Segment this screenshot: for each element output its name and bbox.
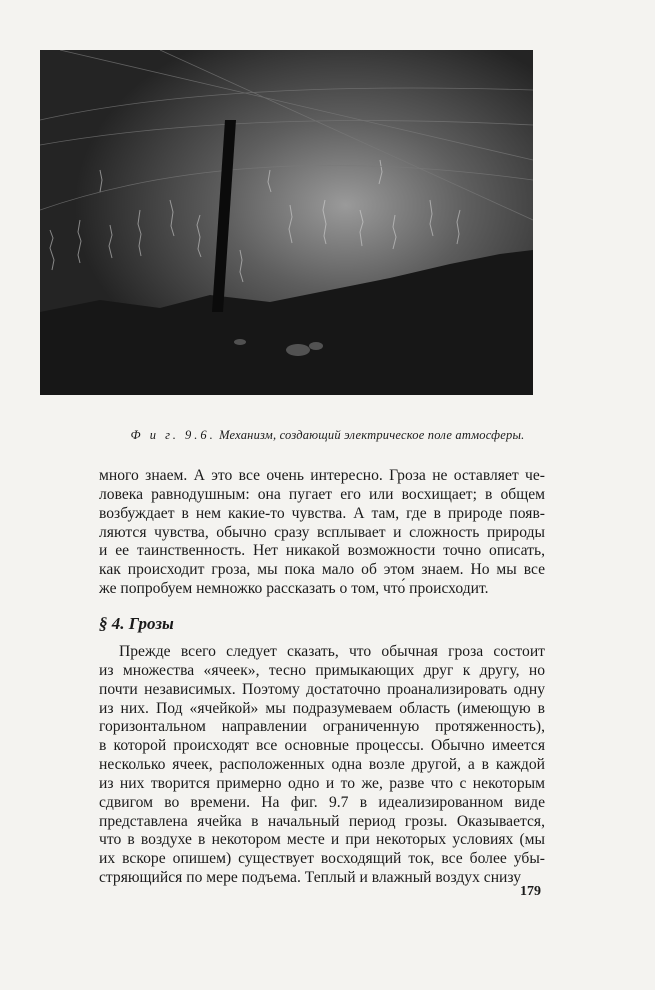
text-line: горизонтальном направлении ограниченную протяженность), <box>99 718 545 736</box>
text-line: много знаем. А это все очень интересно. Гроза не оставляет че- <box>99 467 545 484</box>
text-line: возбуждает в нем какие-то чувства. А там, где в природе появ- <box>99 504 545 522</box>
text-line: из них творится примерно одно и то же, разве что с некоторым <box>99 774 545 792</box>
text-line: почти независимых. Поэтому достаточно проанализировать одну <box>99 680 545 698</box>
figure-photo <box>40 50 533 395</box>
text-line: представлена ячейка в начальный период грозы. Оказывается, <box>99 812 545 830</box>
section-heading: § 4. Грозы <box>99 614 174 633</box>
text-line: из них. Под «ячейкой» мы подразумеваем область (имеющую в <box>99 699 545 717</box>
text-line: и ее таинственность. Нет никакой возможности точно описать, <box>99 542 545 560</box>
text-line: Прежде всего следует сказать, что обычная гроза состоит <box>119 643 545 660</box>
text-line: их вскоре опишем) существует восходящий ток, все более убы- <box>99 850 545 868</box>
text-line: в которой происходят все основные процессы. Обычно имеется <box>99 737 545 755</box>
text-line: из множества «ячеек», тесно примыкающих друг к другу, но <box>99 661 545 679</box>
figure-caption-label: Ф и г. 9.6. <box>130 428 216 442</box>
text-line: сдвигом во времени. На фиг. 9.7 в идеализированном виде <box>99 793 545 811</box>
figure-caption-text: Механизм, создающий электрическое поле атмосферы. <box>219 428 525 442</box>
text-line: же попробуем немножко рассказать о том, что́ происходит. <box>99 580 489 598</box>
page-number: 179 <box>520 884 541 899</box>
text-line: как происходит гроза, мы пока мало об этом знаем. Но мы все <box>99 561 545 579</box>
text-line: стряющийся по мере подъема. Теплый и влажный воздух снизу <box>99 869 522 887</box>
text-line: ловека равнодушным: она пугает его или восхищает; в общем <box>99 485 545 503</box>
text-line: что в воздухе в некотором месте и при некоторых условиях (мы <box>99 831 545 849</box>
text-line: несколько ячеек, расположенных одна возле другой, а в каждой <box>99 756 545 774</box>
figure-caption <box>0 428 655 443</box>
paragraph-section <box>99 643 545 888</box>
text-line: ляются чувства, обычно сразу всплывает и сложность природы <box>99 523 545 541</box>
paragraph-continued <box>99 467 545 599</box>
